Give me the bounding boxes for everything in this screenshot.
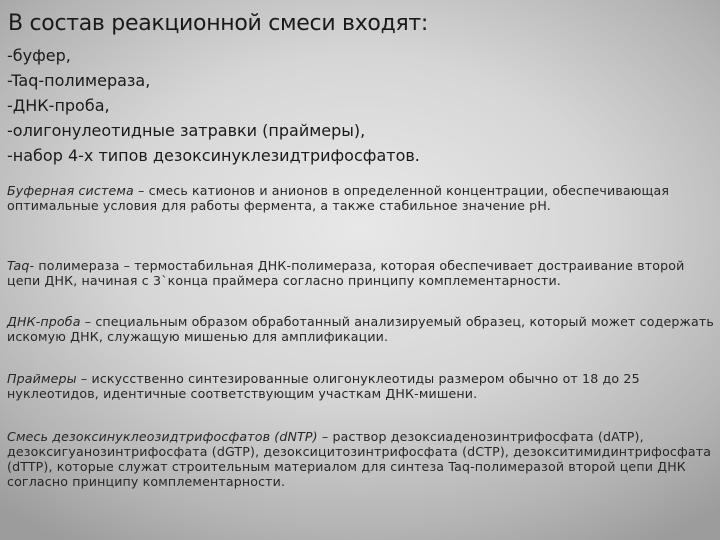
list-item: -олигонулеотидные затравки (праймеры), — [7, 121, 366, 140]
term: ДНК-проба — [7, 314, 81, 329]
definition: – искусственно синтезированные олигонуклеотиды размером обычно от 18 до 25 нуклеотидов, идентичные соответствующим участкам ДНК-мишени. — [7, 371, 640, 401]
definition: полимераза – термостабильная ДНК-полимераза, которая обеспечивает достраивание второй цепи ДНК, начиная с 3`конца праймера согласно принципу комплементарности. — [7, 258, 685, 288]
dna-probe-description — [7, 314, 719, 344]
term: Taq- — [7, 258, 35, 273]
term: Праймеры — [7, 371, 77, 386]
list-item: -Taq-полимераза, — [7, 71, 151, 90]
taq-polymerase-description — [7, 258, 719, 288]
term: Буферная система — [7, 183, 134, 198]
list-item: -набор 4-х типов дезоксинуклезидтрифосфатов. — [7, 146, 420, 165]
components-list — [7, 43, 420, 168]
list-item: -ДНК-проба, — [7, 96, 110, 115]
primers-description — [7, 371, 719, 401]
slide-title: В состав реакционной смеси входят: — [8, 11, 429, 36]
dntp-description — [7, 429, 719, 489]
buffer-description — [7, 183, 719, 213]
definition: – специальным образом обработанный анализируемый образец, который может содержать искомую ДНК, служащую мишенью для амплификации. — [7, 314, 714, 344]
definition: – раствор дезоксиаденозинтрифосфата (dATP), дезоксигуанозинтрифосфата (dGTP), дезоксицитозинтрифосфата (dCTP), дезокситимидинтрифосфата (dTTP), которые служат строительным материалом для синтеза Taq-полимеразой второй цепи ДНК согласно принципу комплементарности. — [7, 429, 712, 489]
definition: – смесь катионов и анионов в определенной концентрации, обеспечивающая оптимальные условия для работы фермента, а также стабильное значение pH. — [7, 183, 670, 213]
list-item: -буфер, — [7, 46, 71, 65]
term: Смесь дезоксинуклеозидтрифосфатов (dNTP) — [7, 429, 318, 444]
